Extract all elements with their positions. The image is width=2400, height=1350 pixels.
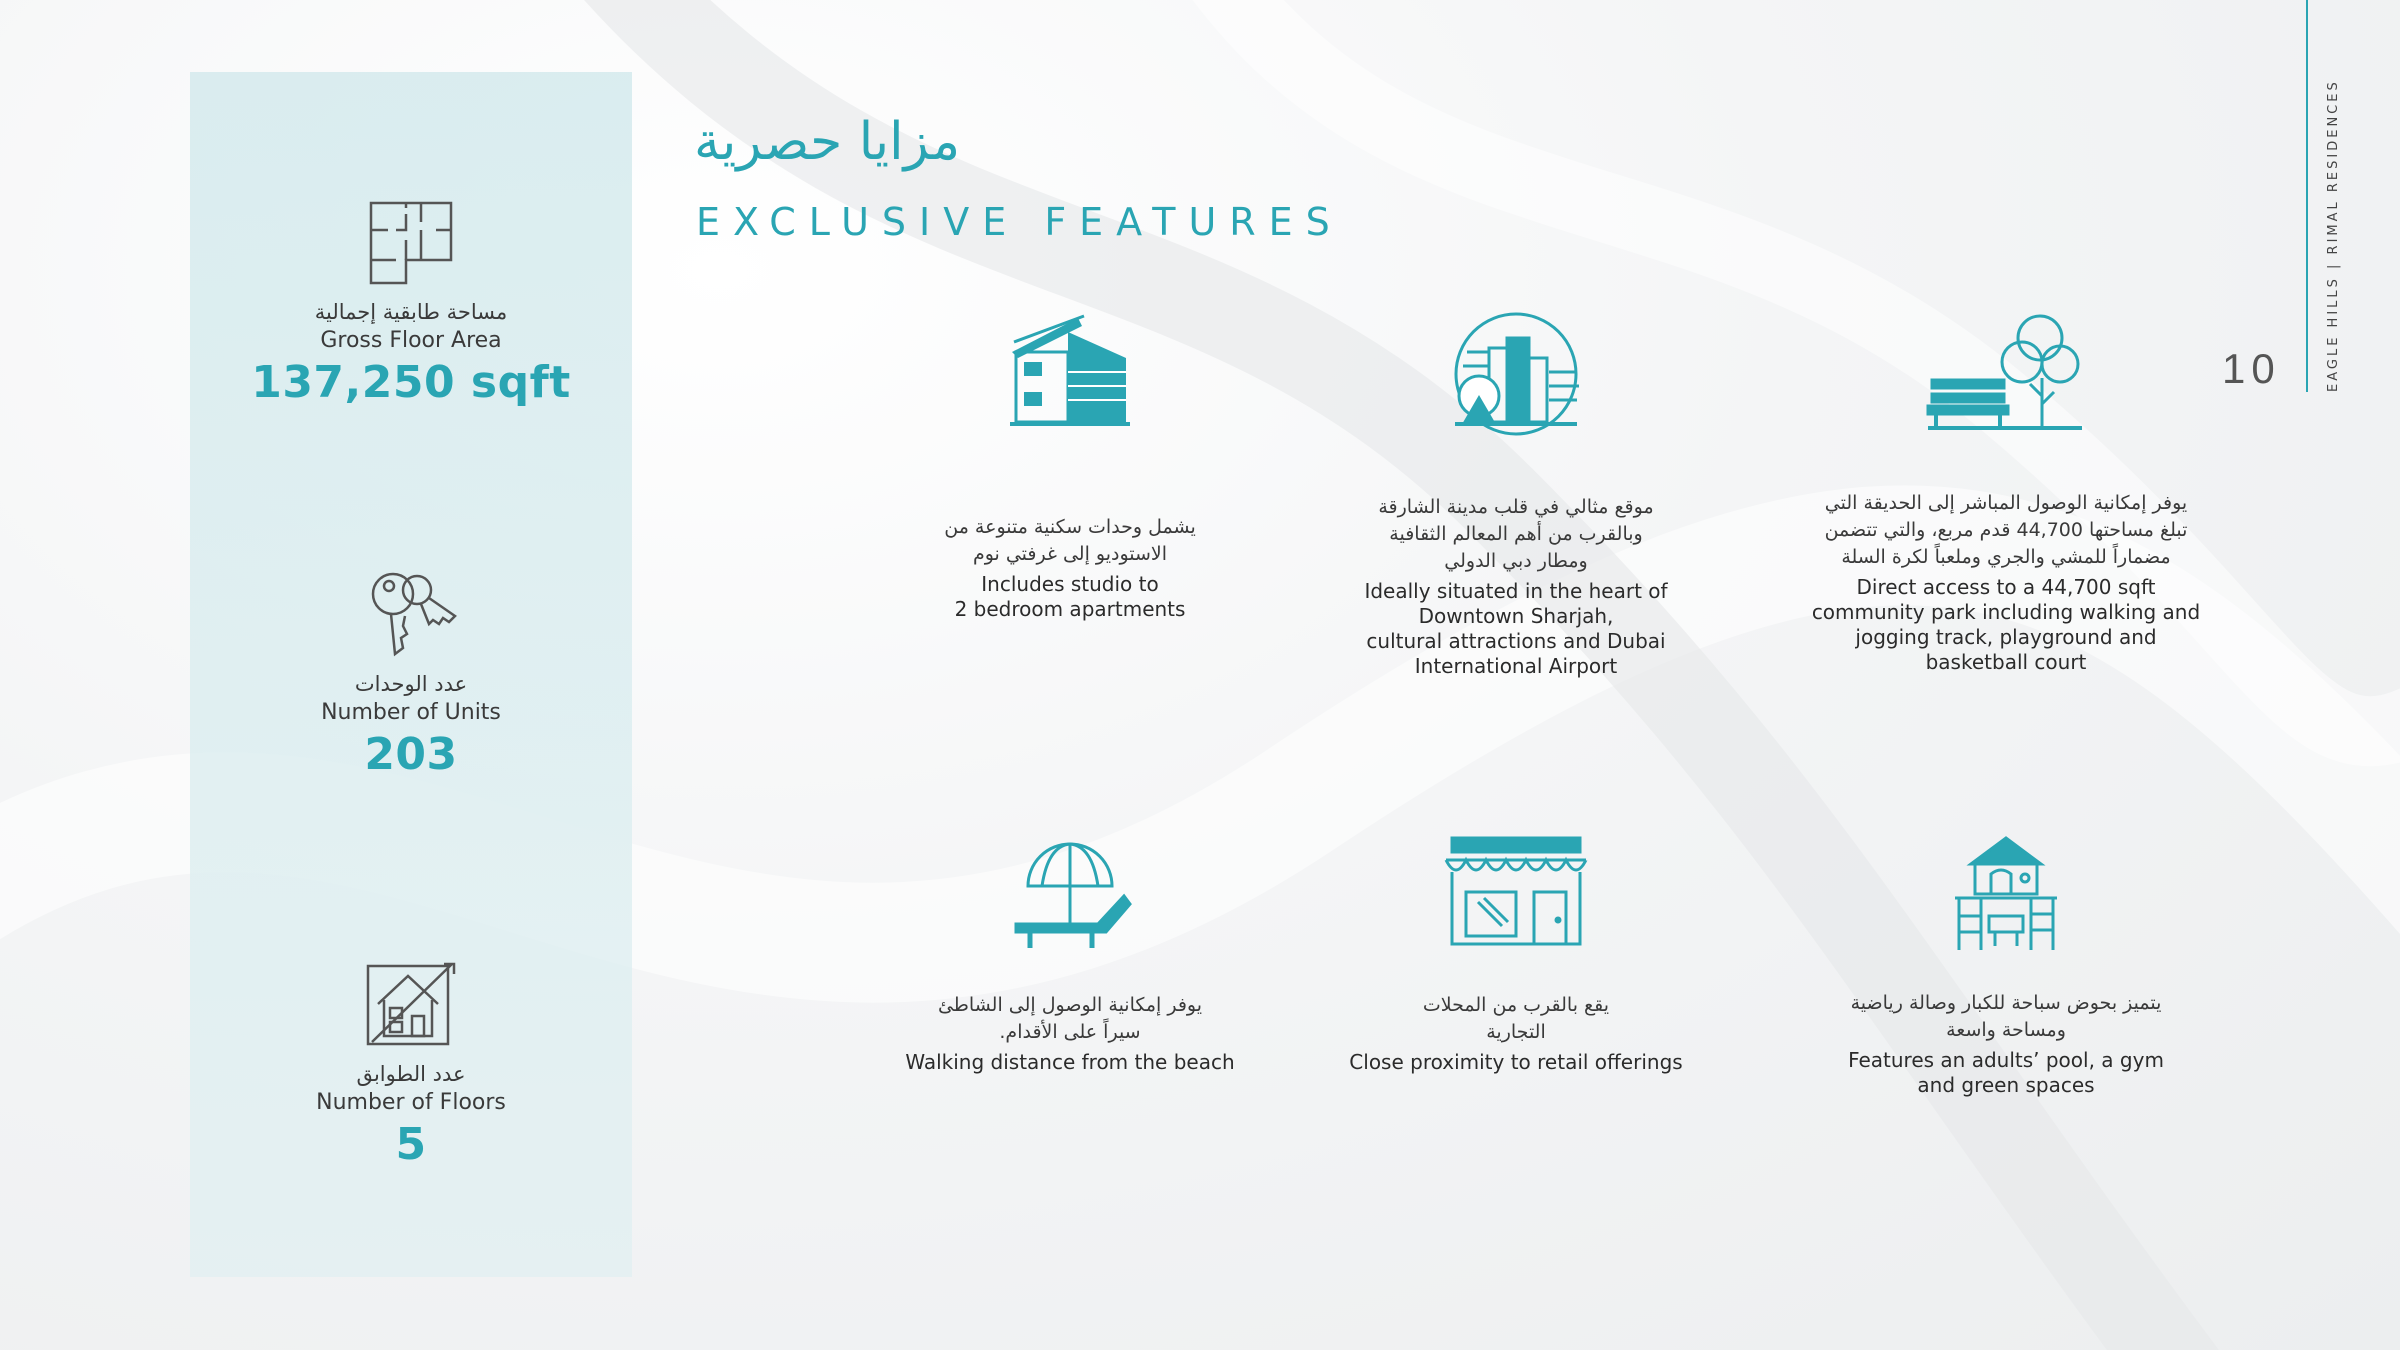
park-icon	[1926, 312, 2086, 432]
stat-number-of-units	[190, 568, 632, 780]
playground-icon	[1951, 836, 2061, 954]
city-icon	[1449, 312, 1583, 436]
keys-icon	[363, 568, 459, 658]
feature-text-en: Ideally situated in the heart of Downtown Sharjah, cultural attractions and Dubai International Airport	[1364, 579, 1668, 678]
feature-text-en: Features an adults’ pool, a gym and green spaces	[1848, 1048, 2164, 1097]
feature-text-ar: يوفر إمكانية الوصول إلى الشاطئ سيراً على الأقدام.	[937, 994, 1203, 1043]
page-number: 10	[2222, 345, 2281, 392]
stat-label-en: Number of Units	[321, 700, 501, 725]
building-floors-icon	[364, 960, 458, 1048]
stat-value: 203	[364, 729, 458, 780]
stats-panel	[190, 72, 632, 1277]
feature-park	[1786, 312, 2226, 675]
feature-text-ar: يوفر إمكانية الوصول المباشر إلى الحديقة التي تبلغ مساحتها 44,700 قدم مربع، والتي تتضمن مضماراً للمشي والجري وملعباً لكرة السلة	[1824, 492, 2188, 568]
feature-retail	[1296, 836, 1736, 1075]
feature-location	[1296, 312, 1736, 679]
feature-text-ar: يشمل وحدات سكنية متنوعة من الاستوديو إلى غرفتي نوم	[944, 516, 1196, 565]
page-title-ar: مزايا حصرية	[694, 112, 961, 172]
stat-label-ar: عدد الطوابق	[356, 1062, 466, 1086]
feature-pool-gym	[1786, 836, 2226, 1098]
stat-value: 137,250 sqft	[251, 357, 571, 408]
stat-value: 5	[395, 1119, 427, 1170]
stat-label-ar: عدد الوحدات	[354, 672, 468, 696]
floor-plan-icon	[366, 200, 456, 286]
feature-text-en: Includes studio to 2 bedroom apartments	[954, 572, 1186, 621]
stat-label-en: Gross Floor Area	[320, 328, 502, 353]
feature-apartments	[850, 312, 1290, 622]
side-vertical-text: EAGLE HILLS | RIMAL RESIDENCES	[2326, 79, 2341, 392]
feature-text-ar: يقع بالقرب من المحلات التجارية	[1422, 994, 1610, 1043]
feature-text-en: Walking distance from the beach	[905, 1050, 1235, 1074]
page-title-en: EXCLUSIVE FEATURES	[696, 200, 1343, 244]
stat-number-of-floors	[190, 960, 632, 1170]
feature-text-ar: يتميز بحوض سباحة للكبار وصالة رياضية ومساحة واسعة	[1850, 992, 2162, 1041]
stat-label-en: Number of Floors	[316, 1090, 506, 1115]
stat-gross-floor-area	[190, 200, 632, 408]
shop-icon	[1442, 836, 1590, 950]
feature-beach	[850, 836, 1290, 1075]
stat-label-ar: مساحة طابقية إجمالية	[314, 300, 508, 324]
house-icon	[1008, 312, 1132, 432]
feature-text-en: Direct access to a 44,700 sqft community park including walking and jogging track, playground and basketball court	[1811, 575, 2201, 674]
feature-text-en: Close proximity to retail offerings	[1349, 1050, 1683, 1074]
feature-text-ar: موقع مثالي في قلب مدينة الشارقة وبالقرب من أهم المعالم الثقافية ومطار دبي الدولي	[1378, 496, 1654, 572]
side-accent-line	[2306, 0, 2308, 392]
beach-umbrella-icon	[1008, 836, 1132, 956]
